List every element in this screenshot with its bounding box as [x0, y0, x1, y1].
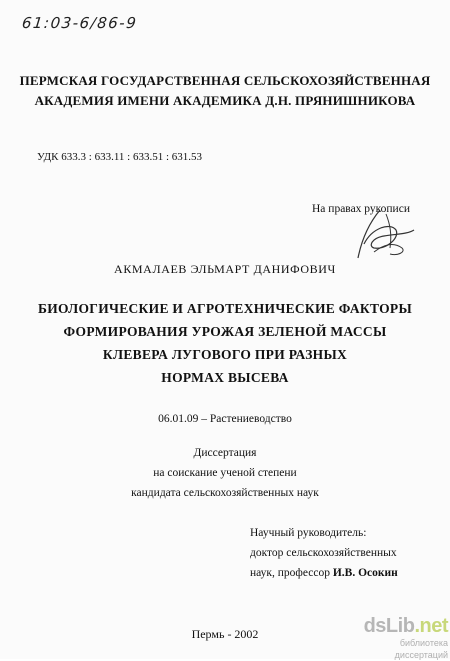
specialty-code: 06.01.09 – Растениеводство	[158, 413, 292, 425]
handwritten-archive-code: 61:03-6/86-9	[21, 14, 139, 32]
city-year: Пермь - 2002	[191, 627, 259, 641]
dslib-subtitle: библиотека диссертаций	[394, 638, 448, 660]
thesis-title-line-4: НОРМАХ ВЫСЕВА	[161, 370, 289, 385]
thesis-title-line-1: БИОЛОГИЧЕСКИЕ И АГРОТЕХНИЧЕСКИЕ ФАКТОРЫ	[37, 301, 413, 316]
dslib-watermark	[352, 615, 448, 660]
dslib-logo-main: dsLib	[363, 615, 415, 637]
supervisor-label: Научный руководитель:	[250, 527, 367, 539]
dissertation-label: Диссертация	[193, 447, 257, 459]
dslib-logo-tld: .net	[414, 615, 448, 637]
supervisor-rank-line	[250, 567, 398, 579]
thesis-title-line-3: КЛЕВЕРА ЛУГОВОГО ПРИ РАЗНЫХ	[102, 347, 348, 362]
udc-code: УДК 633.3 : 633.11 : 633.51 : 631.53	[37, 151, 203, 163]
degree-purpose: на соискание ученой степени	[153, 467, 297, 479]
institution-name-line-2: АКАДЕМИЯ ИМЕНИ АКАДЕМИКА Д.Н. ПРЯНИШНИКОВА	[34, 93, 416, 108]
rights-note: На правах рукописи	[312, 203, 410, 215]
supervisor-rank: наук, профессор	[250, 567, 333, 579]
dslib-logo	[352, 615, 448, 637]
handwritten-signature	[350, 204, 420, 266]
institution-name-line-1: ПЕРМСКАЯ ГОСУДАРСТВЕННАЯ СЕЛЬСКОХОЗЯЙСТВЕННАЯ	[19, 73, 431, 88]
author-name: АКМАЛАЕВ ЭЛЬМАРТ ДАНИФОВИЧ	[114, 262, 336, 276]
supervisor-name: И.В. Осокин	[332, 567, 398, 579]
thesis-title-line-2: ФОРМИРОВАНИЯ УРОЖАЯ ЗЕЛЕНОЙ МАССЫ	[63, 324, 387, 339]
degree-name: кандидата сельскохозяйственных наук	[131, 487, 319, 499]
supervisor-degree: доктор сельскохозяйственных	[250, 547, 397, 559]
